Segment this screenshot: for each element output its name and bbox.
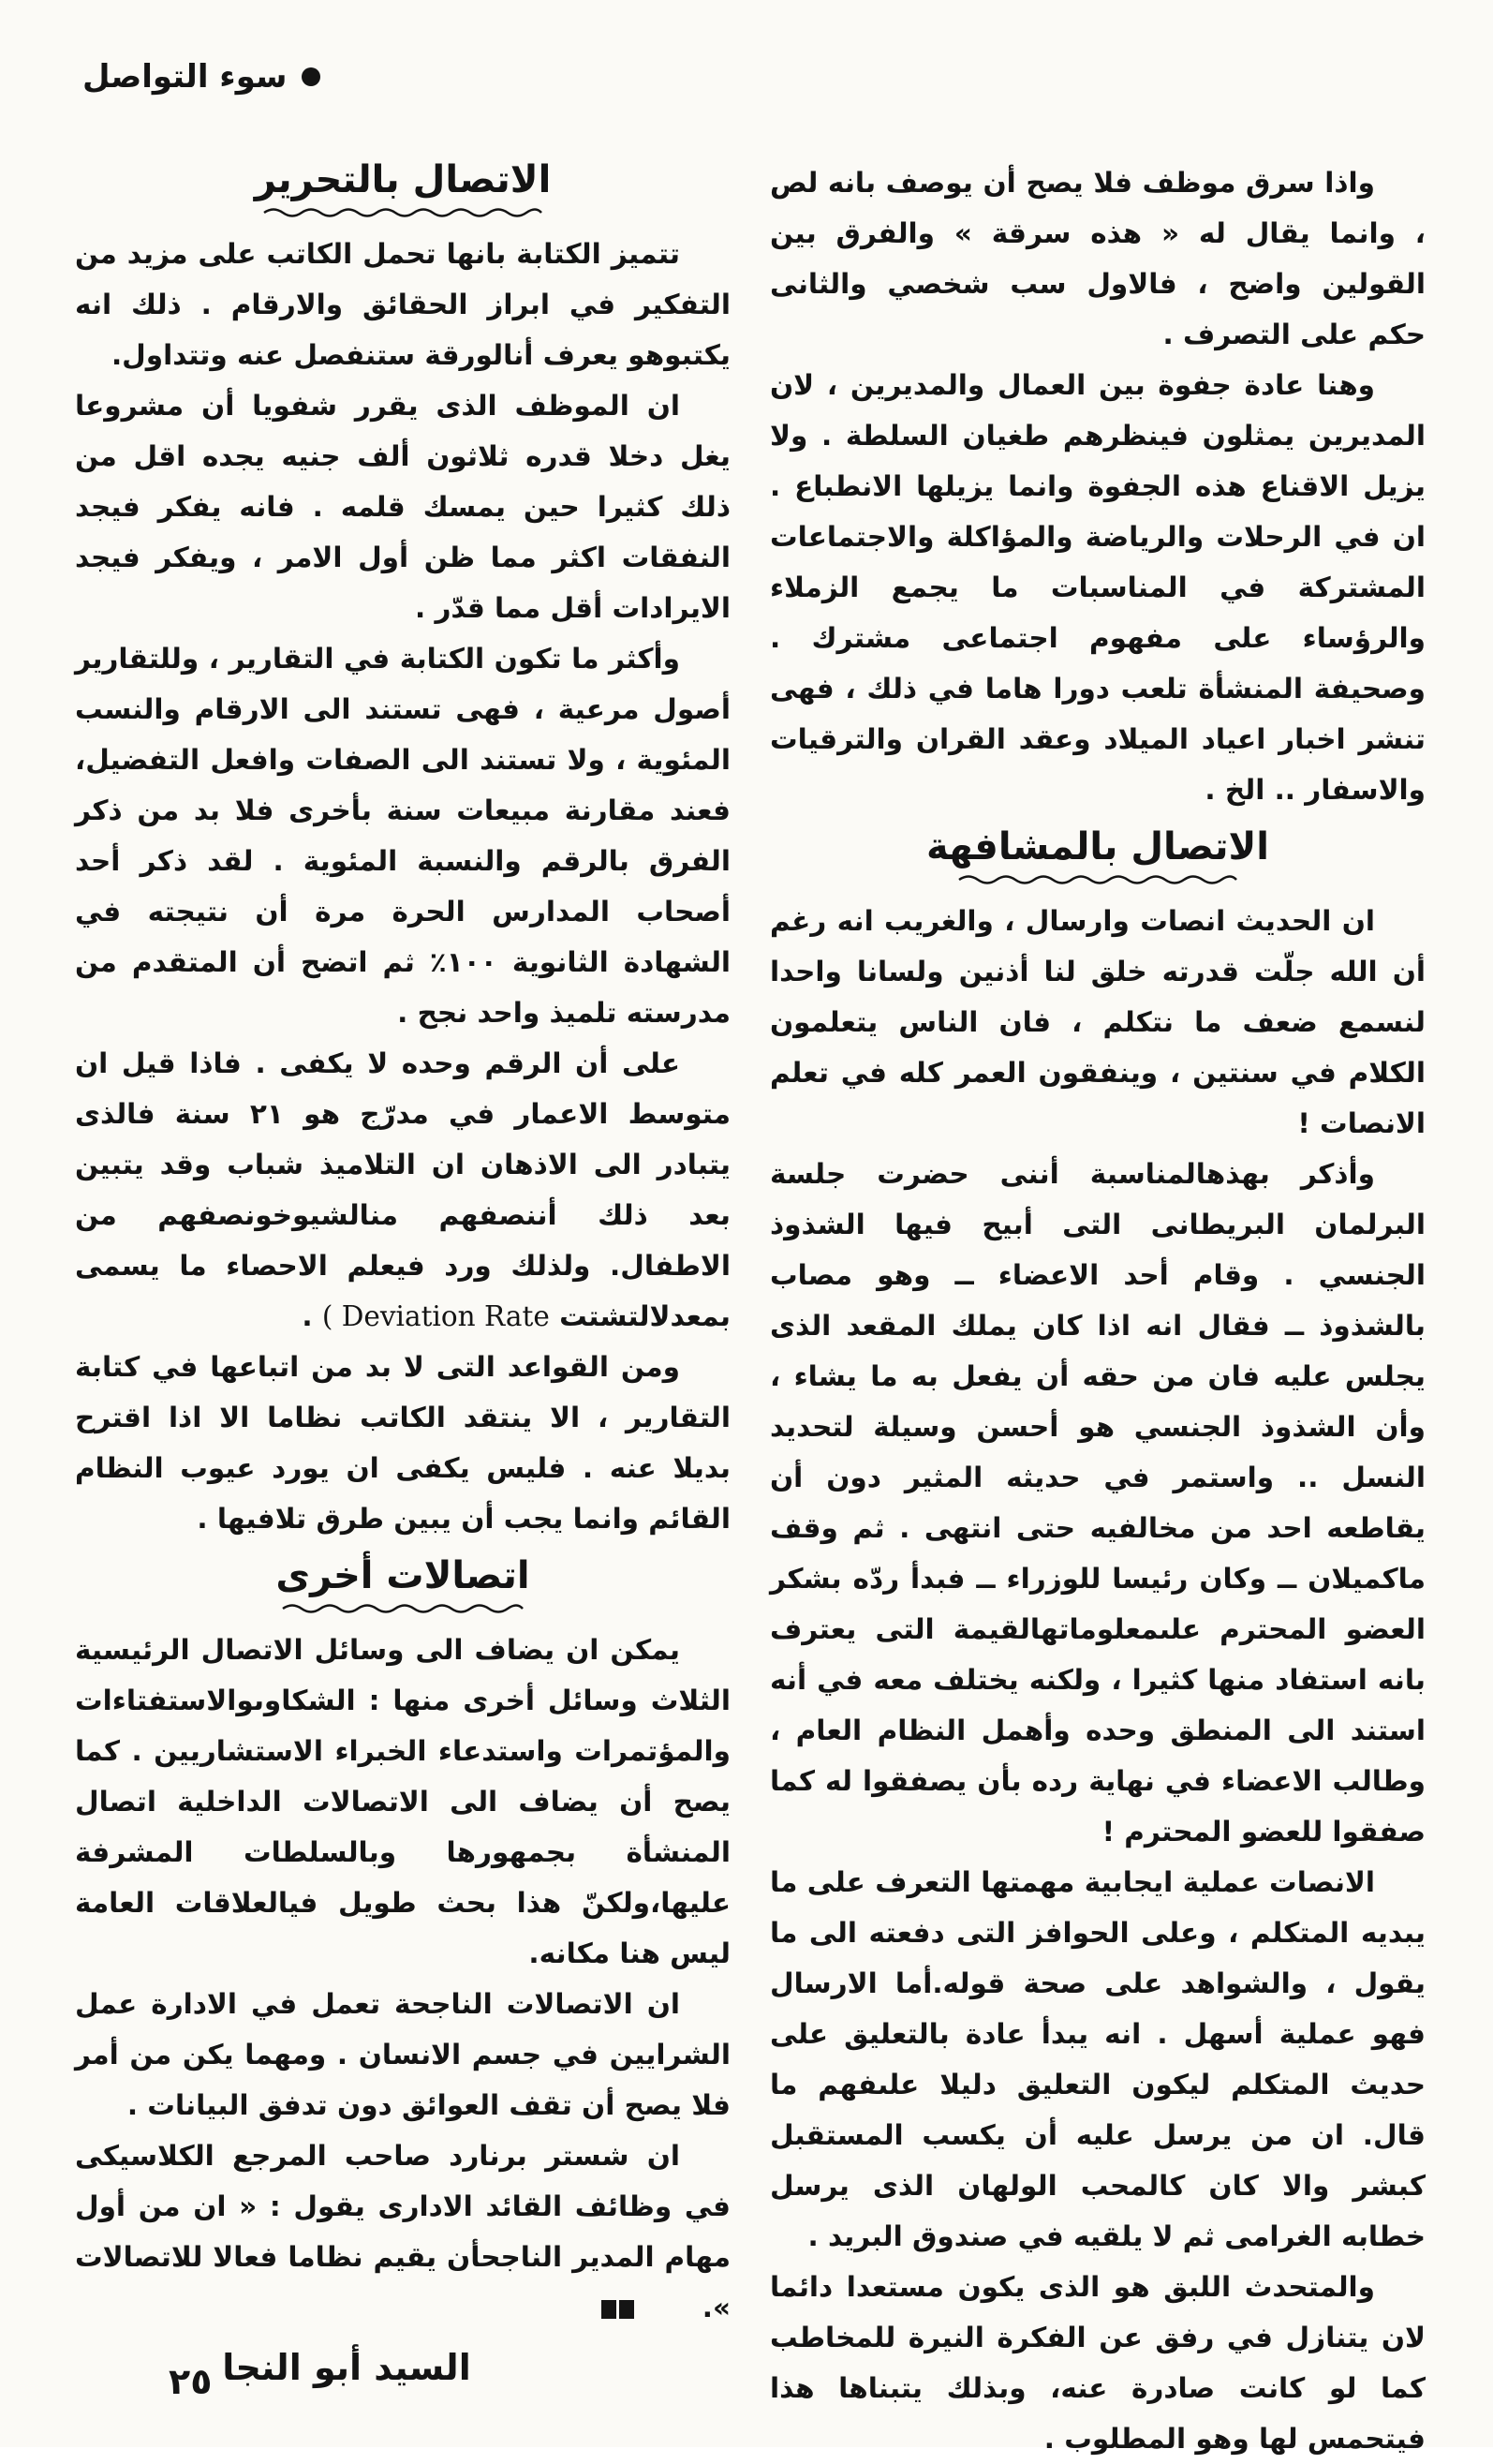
section-heading-label: اتصالات أخرى — [275, 1554, 530, 1597]
article-paragraph: واذا سرق موظف فلا يصح أن يوصف بانه لص ، وانما يقال له « هذه سرقة » والفرق بين القولين واضح ، فالاول سب شخصي والثانى حكم على التصرف . — [770, 167, 1426, 350]
section-heading-oral — [770, 821, 1426, 886]
bullet-dot-icon — [302, 67, 320, 86]
section-heading-writing — [75, 154, 731, 219]
latin-term: ( Deviation Rate — [321, 1300, 550, 1332]
article-paragraph: وأذكر بهذهالمناسبة أننى حضرت جلسة البرلمان البريطانى التى أبيح فيها الشذوذ الجنسي . وقام أحد الاعضاء ــ وهو مصاب بالشذوذ ــ فقال انه اذا كان يملك المقعد الذى يجلس عليه فان من حقه أن يفعل به ما يشاء ، وأن الشذوذ الجنسي هو أحسن وسيلة لتحديد النسل .. واستمر في حديثه المثير دون أن يقاطعه احد من مخالفيه حتى انتهى . ثم وقف ماكميلان ــ وكان رئيسا للوزراء ــ فبدأ ردّه بشكر العضو المحترم علىمعلوماتهالقيمة التى يعترف بانه استفاد منها كثيرا ، ولكنه يختلف معه في أنه استند الى المنطق وحده وأهمل النظام العام ، وطالب الاعضاء في نهاية رده بأن يصفقوا له كما صفقوا للعضو المحترم ! — [770, 1158, 1426, 1848]
author-signature: السيد أبو النجا — [222, 2346, 471, 2388]
article-paragraph: الانصات عملية ايجابية مهمتها التعرف على ما يبديه المتكلم ، وعلى الحوافز التى دفعته الى ما يقول ، والشواهد على صحة قوله.أما الارسال فهو عملية أسهل . انه يبدأ عادة بالتعليق على حديث المتكلم ليكون التعليق دليلا علىفهم ما قال. ان من يرسل عليه أن يكسب المستقبل كبشر والا كان كالمحب الولهان الذى يرسل خطابه الغرامى ثم لا يلقيه في صندوق البريد . — [770, 1866, 1426, 2252]
article-paragraph: ان الحديث انصات وارسال ، والغريب انه رغم أن الله جلّت قدرته خلق لنا أذنين ولسانا واحدا لنسمع ضعف ما نتكلم ، فان الناس يتعلمون الكلام في سنتين ، وينفقون العمر كله في تعلم الانصات ! — [770, 905, 1426, 1139]
right-column — [770, 157, 1426, 2464]
article-paragraph: ان الموظف الذى يقرر شفويا أن مشروعا يغل دخلا قدره ثلاثون ألف جنيه يجده اقل من ذلك كثيرا حين يمسك قلمه . فانه يفكر فيجد النفقات اكثر مما ظن أول الامر ، ويفكر فيجد الايرادات أقل مما قدّر . — [75, 390, 731, 624]
article-paragraph: تتميز الكتابة بانها تحمل الكاتب على مزيد من التفكير في ابراز الحقائق والارقام . ذلك انه يكتبوهو يعرف أنالورقة ستنفصل عنه وتتداول. — [75, 238, 731, 371]
end-of-article-icon — [599, 2284, 685, 2335]
paragraph-end: . — [302, 1300, 313, 1332]
left-column — [75, 148, 731, 2393]
article-paragraph: وأكثر ما تكون الكتابة في التقارير ، وللتقارير أصول مرعية ، فهى تستند الى الارقام والنسب المئوية ، ولا تستند الى الصفات وافعل التفضيل، فعند مقارنة مبيعات سنة بأخرى فلا بد من ذكر الفرق بالرقم والنسبة المئوية . لقد ذكر أحد أصحاب المدارس الحرة مرة أن نتيجته في الشهادة الثانوية ١٠٠٪ ثم اتضح أن المتقدم من مدرسته تلميذ واحد نجح . — [75, 643, 732, 1029]
section-heading-label: الاتصال بالمشافهة — [925, 825, 1270, 868]
section-heading-label: الاتصال بالتحرير — [254, 158, 552, 201]
page-number: ٢٥ — [169, 2361, 213, 2402]
wavy-underline-icon — [281, 1602, 525, 1615]
article-paragraph — [75, 1038, 731, 1342]
wavy-underline-icon — [262, 206, 543, 219]
paragraph-text: ان شستر برنارد صاحب المرجع الكلاسيكى في وظائف القائد الادارى يقول : « ان من أول مهام المدير الناجحأن يقيم نظاما فعالا للاتصالات ». — [75, 2140, 731, 2323]
running-head — [82, 58, 320, 96]
article-paragraph — [75, 2130, 731, 2335]
running-head-title: سوء التواصل — [82, 58, 288, 96]
wavy-underline-icon — [957, 873, 1238, 886]
article-paragraph: ومن القواعد التى لا بد من اتباعها في كتابة التقارير ، الا ينتقد الكاتب نظاما الا اذا اقترح بديلا عنه . فليس يكفى ان يورد عيوب النظام القائم وانما يجب أن يبين طرق تلافيها . — [75, 1351, 731, 1535]
article-paragraph: ان الاتصالات الناجحة تعمل في الادارة عمل الشرايين في جسم الانسان . ومهما يكن من أمر فلا يصح أن تقف العوائق دون تدفق البيانات . — [75, 1988, 731, 2121]
paragraph-text: على أن الرقم وحده لا يكفى . فاذا قيل ان متوسط الاعمار في مدرّج هو ٢١ سنة فالذى يتبادر الى الاذهان ان التلاميذ شباب وقد يتبين بعد ذلك أننصفهم منالشيوخونصفهم من الاطفال. ولذلك ورد فيعلم الاحصاء ما يسمى بمعدلالتشتت — [75, 1047, 732, 1332]
article-paragraph: يمكن ان يضاف الى وسائل الاتصال الرئيسية الثلاث وسائل أخرى منها : الشكاوىوالاستفتاءات والمؤتمرات واستدعاء الخبراء الاستشاريين . كما يصح أن يضاف الى الاتصالات الداخلية اتصال المنشأة بجمهورها وبالسلطات المشرفة عليها،ولكنّ هذا بحث طويل فيالعلاقات العامة ليس هنا مكانه. — [75, 1634, 731, 1969]
article-paragraph: وهنا عادة جفوة بين العمال والمديرين ، لان المديرين يمثلون فينظرهم طغيان السلطة . ولا يزيل الاقناع هذه الجفوة وانما يزيلها الانطباع . ان في الرحلات والرياضة والمؤاكلة والاجتماعات المشتركة في المناسبات ما يجمع الزملاء والرؤساء على مفهوم اجتماعى مشترك . وصحيفة المنشأة تلعب دورا هاما في ذلك ، فهى تنشر اخبار اعياد الميلاد وعقد القران والترقيات والاسفار .. الخ . — [770, 369, 1426, 806]
article-paragraph: والمتحدث اللبق هو الذى يكون مستعدا دائما لان يتنازل في رفق عن الفكرة النيرة للمخاطب كما لو كانت صادرة عنه، وبذلك يتبناها هذا فيتحمس لها وهو المطلوب . — [770, 2271, 1426, 2455]
section-heading-other — [75, 1550, 731, 1615]
